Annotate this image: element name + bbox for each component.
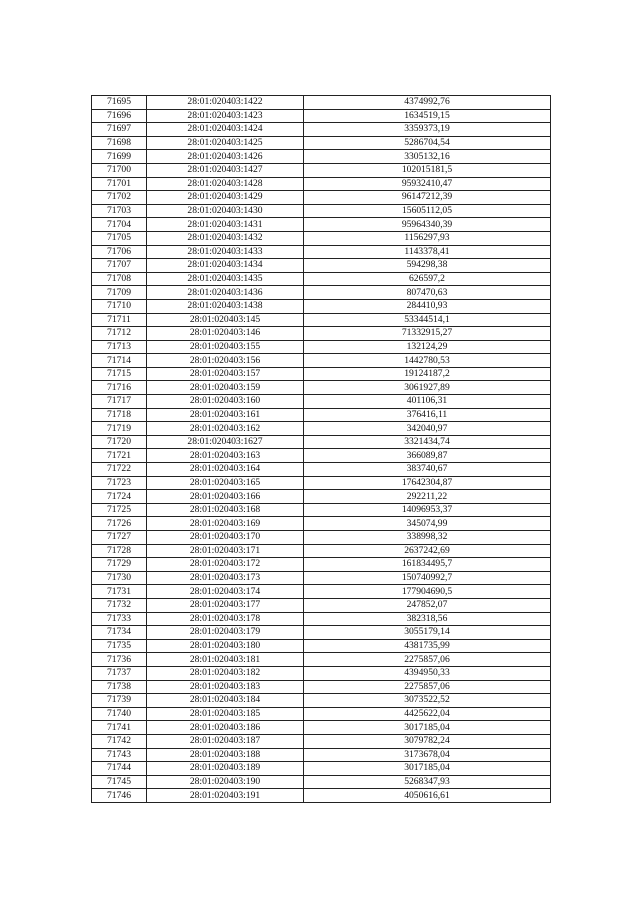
row-number-cell: 71699 (92, 150, 147, 164)
cadastral-value-cell: 284410,93 (304, 299, 551, 313)
table-row (92, 408, 551, 422)
row-number-cell: 71723 (92, 476, 147, 490)
cadastral-value-cell: 401106,31 (304, 395, 551, 409)
row-number-cell: 71716 (92, 381, 147, 395)
cadastral-value-cell: 4394950,33 (304, 666, 551, 680)
cadastral-value-cell: 342040,97 (304, 422, 551, 436)
cadastral-value-cell: 292211,22 (304, 490, 551, 504)
cadastral-value-cell: 3173678,04 (304, 748, 551, 762)
table-row (92, 517, 551, 531)
cadastral-number-cell: 28:01:020403:163 (147, 449, 304, 463)
table-row (92, 748, 551, 762)
table-row (92, 449, 551, 463)
cadastral-value-cell: 71332915,27 (304, 327, 551, 341)
cadastral-number-cell: 28:01:020403:189 (147, 762, 304, 776)
row-number-cell: 71739 (92, 694, 147, 708)
row-number-cell: 71741 (92, 721, 147, 735)
cadastral-value-cell: 338998,32 (304, 531, 551, 545)
table-row (92, 490, 551, 504)
cadastral-value-cell: 95964340,39 (304, 218, 551, 232)
cadastral-number-cell: 28:01:020403:1427 (147, 163, 304, 177)
table-row (92, 694, 551, 708)
cadastral-value-cell: 2275857,06 (304, 653, 551, 667)
cadastral-value-cell: 3305132,16 (304, 150, 551, 164)
table-row (92, 639, 551, 653)
cadastral-number-cell: 28:01:020403:160 (147, 395, 304, 409)
row-number-cell: 71707 (92, 259, 147, 273)
cadastral-number-cell: 28:01:020403:185 (147, 707, 304, 721)
row-number-cell: 71746 (92, 789, 147, 803)
cadastral-number-cell: 28:01:020403:1422 (147, 96, 304, 110)
cadastral-number-cell: 28:01:020403:146 (147, 327, 304, 341)
row-number-cell: 71727 (92, 531, 147, 545)
cadastral-value-cell: 15605112,05 (304, 204, 551, 218)
cadastral-value-cell: 3321434,74 (304, 435, 551, 449)
cadastral-number-cell: 28:01:020403:181 (147, 653, 304, 667)
table-row (92, 503, 551, 517)
table-row (92, 299, 551, 313)
table-row (92, 680, 551, 694)
cadastral-number-cell: 28:01:020403:145 (147, 313, 304, 327)
cadastral-number-cell: 28:01:020403:1424 (147, 123, 304, 137)
row-number-cell: 71717 (92, 395, 147, 409)
cadastral-number-cell: 28:01:020403:183 (147, 680, 304, 694)
cadastral-number-cell: 28:01:020403:162 (147, 422, 304, 436)
row-number-cell: 71736 (92, 653, 147, 667)
cadastral-value-cell: 132124,29 (304, 340, 551, 354)
table-row (92, 218, 551, 232)
cadastral-number-cell: 28:01:020403:1438 (147, 299, 304, 313)
cadastral-number-cell: 28:01:020403:169 (147, 517, 304, 531)
row-number-cell: 71731 (92, 585, 147, 599)
cadastral-value-cell: 177904690,5 (304, 585, 551, 599)
row-number-cell: 71726 (92, 517, 147, 531)
cadastral-value-cell: 17642304,87 (304, 476, 551, 490)
cadastral-number-cell: 28:01:020403:1430 (147, 204, 304, 218)
table-row (92, 204, 551, 218)
table-row (92, 231, 551, 245)
table-row (92, 476, 551, 490)
row-number-cell: 71718 (92, 408, 147, 422)
row-number-cell: 71703 (92, 204, 147, 218)
row-number-cell: 71734 (92, 626, 147, 640)
cadastral-value-cell: 14096953,37 (304, 503, 551, 517)
table-row (92, 762, 551, 776)
row-number-cell: 71704 (92, 218, 147, 232)
row-number-cell: 71724 (92, 490, 147, 504)
table-row (92, 721, 551, 735)
cadastral-number-cell: 28:01:020403:178 (147, 612, 304, 626)
cadastral-value-cell: 3017185,04 (304, 721, 551, 735)
row-number-cell: 71708 (92, 272, 147, 286)
cadastral-number-cell: 28:01:020403:1428 (147, 177, 304, 191)
cadastral-value-cell: 3061927,89 (304, 381, 551, 395)
cadastral-value-cell: 95932410,47 (304, 177, 551, 191)
cadastral-value-cell: 1156297,93 (304, 231, 551, 245)
cadastral-number-cell: 28:01:020403:186 (147, 721, 304, 735)
row-number-cell: 71714 (92, 354, 147, 368)
row-number-cell: 71733 (92, 612, 147, 626)
cadastral-number-cell: 28:01:020403:157 (147, 367, 304, 381)
cadastral-value-cell: 4381735,99 (304, 639, 551, 653)
row-number-cell: 71695 (92, 96, 147, 110)
row-number-cell: 71735 (92, 639, 147, 653)
table-row (92, 558, 551, 572)
cadastral-value-cell: 2637242,69 (304, 544, 551, 558)
table-row (92, 598, 551, 612)
row-number-cell: 71730 (92, 571, 147, 585)
cadastral-value-table (91, 95, 551, 803)
row-number-cell: 71738 (92, 680, 147, 694)
table-row (92, 775, 551, 789)
cadastral-value-cell: 626597,2 (304, 272, 551, 286)
table-row (92, 354, 551, 368)
table-row (92, 367, 551, 381)
cadastral-value-cell: 150740992,7 (304, 571, 551, 585)
cadastral-value-cell: 1634519,15 (304, 109, 551, 123)
cadastral-value-cell: 4050616,61 (304, 789, 551, 803)
row-number-cell: 71702 (92, 191, 147, 205)
table-row (92, 136, 551, 150)
table-row (92, 286, 551, 300)
table-row (92, 531, 551, 545)
row-number-cell: 71722 (92, 463, 147, 477)
row-number-cell: 71709 (92, 286, 147, 300)
cadastral-value-cell: 102015181,5 (304, 163, 551, 177)
row-number-cell: 71721 (92, 449, 147, 463)
cadastral-number-cell: 28:01:020403:1627 (147, 435, 304, 449)
table-row (92, 734, 551, 748)
cadastral-value-cell: 366089,87 (304, 449, 551, 463)
cadastral-number-cell: 28:01:020403:161 (147, 408, 304, 422)
row-number-cell: 71745 (92, 775, 147, 789)
cadastral-value-cell: 345074,99 (304, 517, 551, 531)
table-row (92, 327, 551, 341)
table-row (92, 340, 551, 354)
cadastral-value-cell: 4425622,04 (304, 707, 551, 721)
row-number-cell: 71701 (92, 177, 147, 191)
row-number-cell: 71740 (92, 707, 147, 721)
cadastral-value-cell: 2275857,06 (304, 680, 551, 694)
table-row (92, 381, 551, 395)
cadastral-number-cell: 28:01:020403:171 (147, 544, 304, 558)
cadastral-number-cell: 28:01:020403:165 (147, 476, 304, 490)
row-number-cell: 71719 (92, 422, 147, 436)
table-row (92, 653, 551, 667)
table-row (92, 109, 551, 123)
table-row (92, 666, 551, 680)
table-row (92, 191, 551, 205)
row-number-cell: 71725 (92, 503, 147, 517)
row-number-cell: 71705 (92, 231, 147, 245)
table-row (92, 571, 551, 585)
table-row (92, 272, 551, 286)
row-number-cell: 71720 (92, 435, 147, 449)
row-number-cell: 71713 (92, 340, 147, 354)
cadastral-value-cell: 3079782,24 (304, 734, 551, 748)
cadastral-number-cell: 28:01:020403:1436 (147, 286, 304, 300)
cadastral-value-cell: 161834495,7 (304, 558, 551, 572)
cadastral-number-cell: 28:01:020403:168 (147, 503, 304, 517)
cadastral-value-cell: 96147212,39 (304, 191, 551, 205)
cadastral-number-cell: 28:01:020403:182 (147, 666, 304, 680)
cadastral-value-cell: 383740,67 (304, 463, 551, 477)
cadastral-value-cell: 3055179,14 (304, 626, 551, 640)
cadastral-number-cell: 28:01:020403:174 (147, 585, 304, 599)
table-row (92, 626, 551, 640)
cadastral-number-cell: 28:01:020403:155 (147, 340, 304, 354)
cadastral-value-cell: 1143378,41 (304, 245, 551, 259)
cadastral-value-cell: 382318,56 (304, 612, 551, 626)
table-row (92, 463, 551, 477)
cadastral-number-cell: 28:01:020403:1431 (147, 218, 304, 232)
cadastral-value-cell: 247852,07 (304, 598, 551, 612)
cadastral-value-cell: 3017185,04 (304, 762, 551, 776)
document-page (91, 95, 550, 803)
table-row (92, 707, 551, 721)
table-row (92, 177, 551, 191)
row-number-cell: 71698 (92, 136, 147, 150)
cadastral-number-cell: 28:01:020403:188 (147, 748, 304, 762)
row-number-cell: 71732 (92, 598, 147, 612)
row-number-cell: 71742 (92, 734, 147, 748)
table-row (92, 259, 551, 273)
cadastral-number-cell: 28:01:020403:166 (147, 490, 304, 504)
cadastral-value-cell: 5286704,54 (304, 136, 551, 150)
table-row (92, 96, 551, 110)
table-row (92, 585, 551, 599)
cadastral-number-cell: 28:01:020403:184 (147, 694, 304, 708)
table-row (92, 150, 551, 164)
cadastral-value-cell: 594298,38 (304, 259, 551, 273)
row-number-cell: 71710 (92, 299, 147, 313)
cadastral-number-cell: 28:01:020403:190 (147, 775, 304, 789)
cadastral-number-cell: 28:01:020403:1426 (147, 150, 304, 164)
cadastral-value-cell: 19124187,2 (304, 367, 551, 381)
cadastral-number-cell: 28:01:020403:173 (147, 571, 304, 585)
cadastral-number-cell: 28:01:020403:1434 (147, 259, 304, 273)
cadastral-value-cell: 53344514,1 (304, 313, 551, 327)
table-row (92, 163, 551, 177)
table-body (92, 96, 551, 803)
cadastral-number-cell: 28:01:020403:180 (147, 639, 304, 653)
cadastral-number-cell: 28:01:020403:1433 (147, 245, 304, 259)
cadastral-number-cell: 28:01:020403:191 (147, 789, 304, 803)
row-number-cell: 71711 (92, 313, 147, 327)
cadastral-number-cell: 28:01:020403:177 (147, 598, 304, 612)
cadastral-number-cell: 28:01:020403:187 (147, 734, 304, 748)
row-number-cell: 71743 (92, 748, 147, 762)
cadastral-number-cell: 28:01:020403:1432 (147, 231, 304, 245)
table-row (92, 789, 551, 803)
row-number-cell: 71700 (92, 163, 147, 177)
row-number-cell: 71728 (92, 544, 147, 558)
table-row (92, 422, 551, 436)
cadastral-value-cell: 376416,11 (304, 408, 551, 422)
row-number-cell: 71737 (92, 666, 147, 680)
row-number-cell: 71696 (92, 109, 147, 123)
table-row (92, 313, 551, 327)
cadastral-value-cell: 3359373,19 (304, 123, 551, 137)
cadastral-number-cell: 28:01:020403:1423 (147, 109, 304, 123)
table-row (92, 245, 551, 259)
row-number-cell: 71712 (92, 327, 147, 341)
table-row (92, 435, 551, 449)
cadastral-number-cell: 28:01:020403:172 (147, 558, 304, 572)
cadastral-value-cell: 4374992,76 (304, 96, 551, 110)
cadastral-number-cell: 28:01:020403:1429 (147, 191, 304, 205)
table-row (92, 612, 551, 626)
cadastral-value-cell: 807470,63 (304, 286, 551, 300)
row-number-cell: 71729 (92, 558, 147, 572)
cadastral-number-cell: 28:01:020403:170 (147, 531, 304, 545)
row-number-cell: 71715 (92, 367, 147, 381)
cadastral-number-cell: 28:01:020403:164 (147, 463, 304, 477)
table-row (92, 123, 551, 137)
row-number-cell: 71744 (92, 762, 147, 776)
cadastral-number-cell: 28:01:020403:156 (147, 354, 304, 368)
cadastral-number-cell: 28:01:020403:1435 (147, 272, 304, 286)
cadastral-value-cell: 1442780,53 (304, 354, 551, 368)
cadastral-number-cell: 28:01:020403:1425 (147, 136, 304, 150)
table-row (92, 395, 551, 409)
row-number-cell: 71706 (92, 245, 147, 259)
table-row (92, 544, 551, 558)
row-number-cell: 71697 (92, 123, 147, 137)
cadastral-number-cell: 28:01:020403:159 (147, 381, 304, 395)
cadastral-value-cell: 5268347,93 (304, 775, 551, 789)
cadastral-number-cell: 28:01:020403:179 (147, 626, 304, 640)
cadastral-value-cell: 3073522,52 (304, 694, 551, 708)
